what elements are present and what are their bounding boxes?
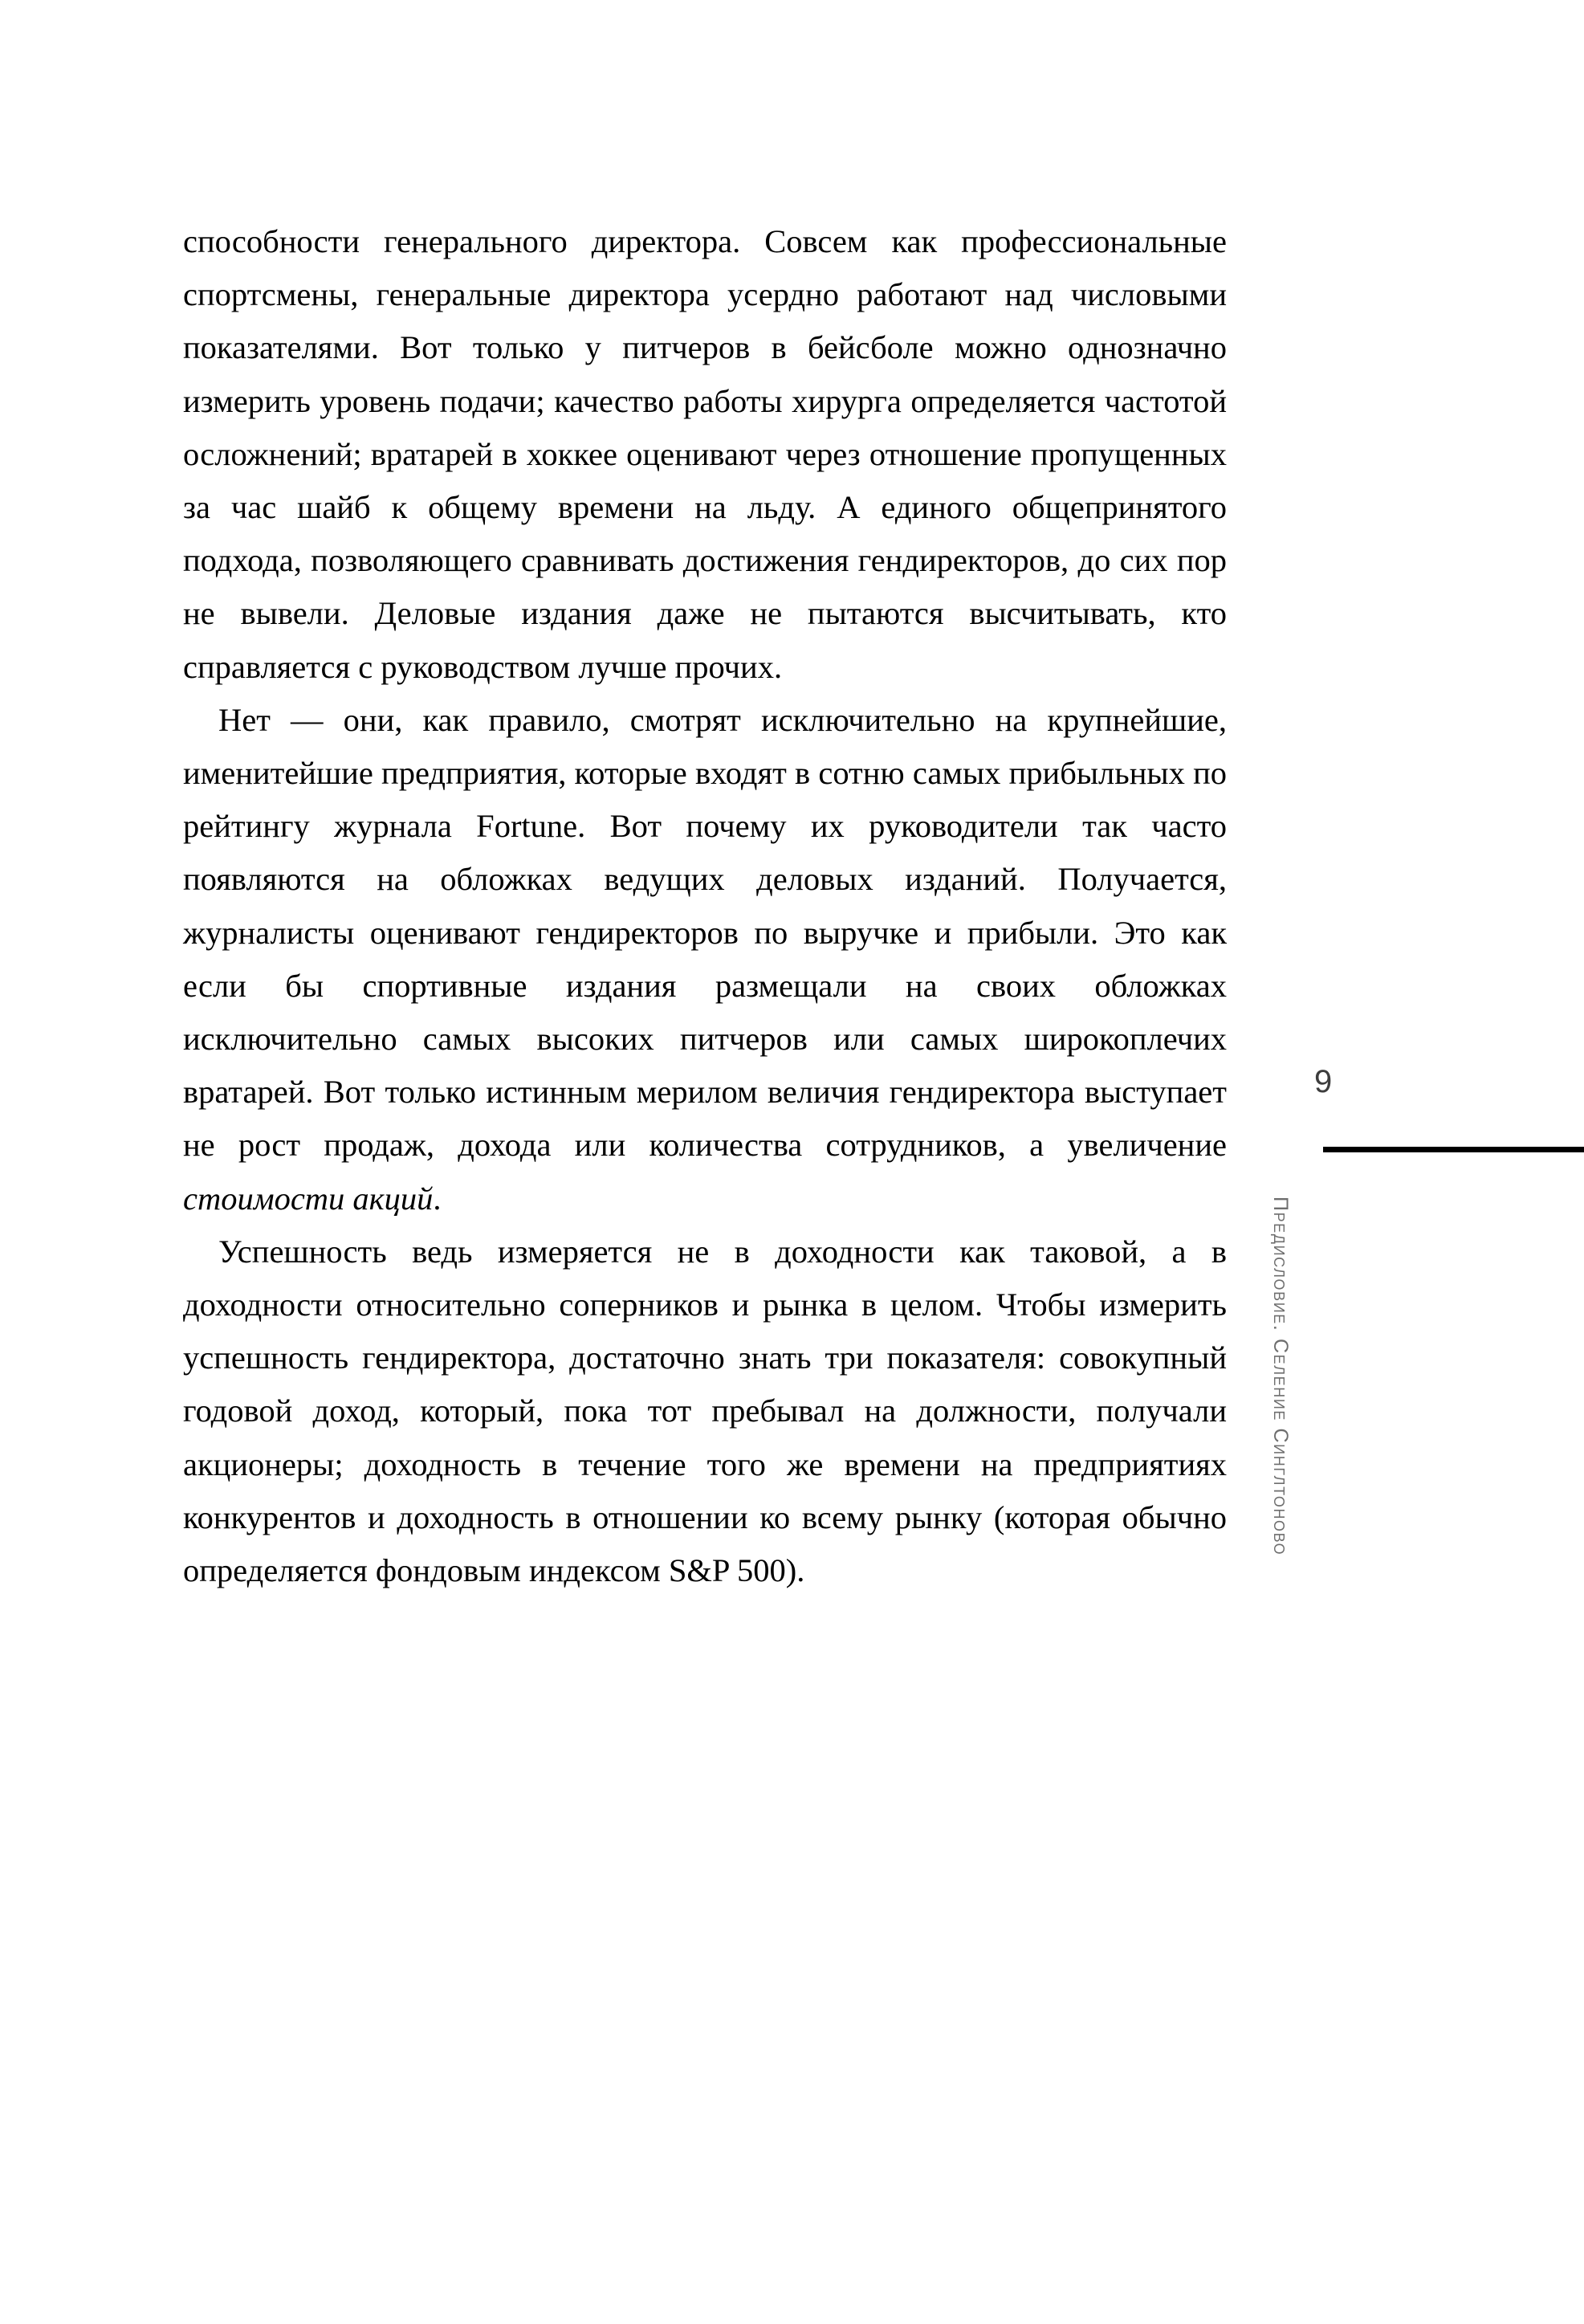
running-head: Предисловие. Селение Синглтоново (1269, 1197, 1292, 1556)
paragraph-3: Успешность ведь измеряется не в доходности как таковой, а в доходности относительно соперников и рынка в целом. Чтобы измерить успешность гендиректора, достаточно знать три показателя: совокупный годовой доход, который, пока тот пребывал на должности, получали акционеры; доходность в течение того же времени на предприятиях конкурентов и доходность в отношении ко всему рынку (которая обычно определяется фондовым индексом S&P 500). (183, 1233, 1227, 1589)
paragraph-2-text-tail: . (433, 1180, 442, 1217)
body-text-column (183, 215, 1227, 1597)
paragraph-2-text: Нет — они, как правило, смотрят исключительно на крупнейшие, именитейшие предприятия, которые входят в сотню самых прибыльных по рейтингу журнала Fortune. Вот почему их руководители так часто появляются на обложках ведущих деловых изданий. Получается, журналисты оценивают гендиректоров по выручке и прибыли. Это как если бы спортивные издания размещали на своих обложках исключительно самых высоких питчеров или самых широкоплечих вратарей. Вот только истинным мерилом величия гендиректора выступает не рост продаж, дохода или количества сотрудников, а увеличение (183, 701, 1227, 1164)
paragraph-1: способности генерального директора. Совсем как профессиональные спортсмены, генеральные директора усердно работают над числовыми показателями. Вот только у питчеров в бейсболе можно однозначно измерить уровень подачи; качество работы хирурга определяется частотой осложнений; вратарей в хоккее оценивают через отношение пропущенных за час шайб к общему времени на льду. А единого общепринятого подхода, позволяющего сравнивать достижения гендиректоров, до сих пор не вывели. Деловые издания даже не пытаются высчитывать, кто справляется с руководством лучше прочих. (183, 223, 1227, 685)
folio-divider-rule (1323, 1147, 1584, 1152)
page-number: 9 (1314, 1064, 1333, 1099)
paragraph-2 (183, 694, 1227, 1225)
paragraph-2-italic-emphasis: стоимости акций (183, 1180, 434, 1217)
